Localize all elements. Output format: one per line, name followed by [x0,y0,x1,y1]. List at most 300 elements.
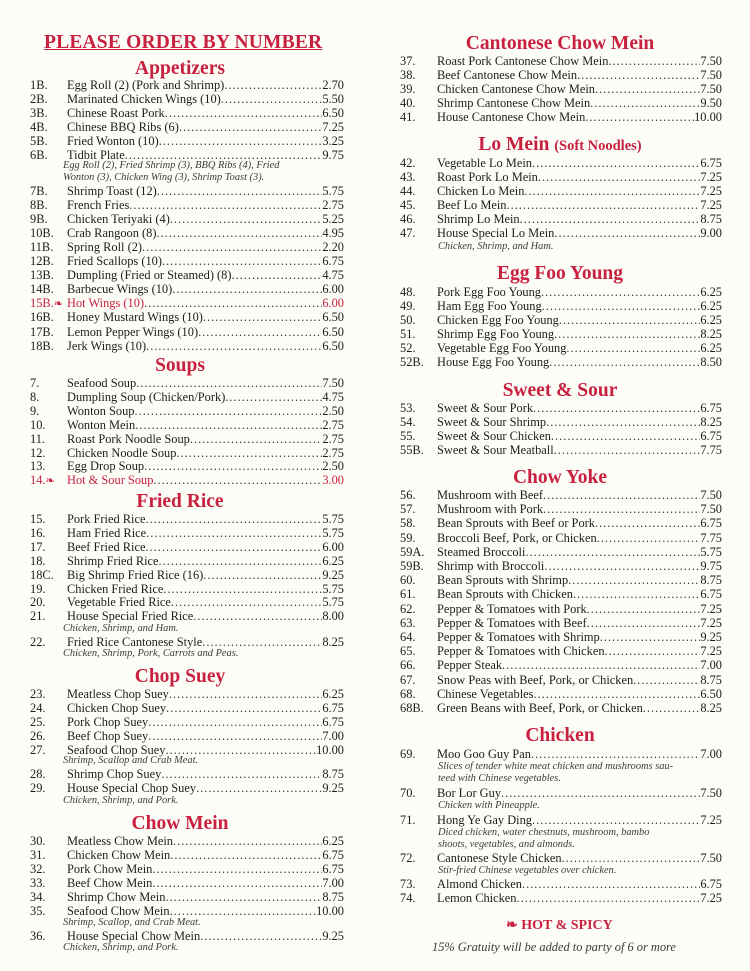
item-number: 17. [30,540,46,554]
dot-leader [144,459,322,473]
item-number: 53. [400,401,416,415]
chow-yoke-row [400,616,722,630]
chicken-row [400,786,722,800]
item-number: 18B. [30,339,54,353]
dot-leader [597,531,701,545]
sweet-sour-row [400,429,722,443]
item-number: 7B. [30,184,48,198]
item-number: 44. [400,184,416,198]
item-number: 13B. [30,268,54,282]
item-price: 2.50 [322,404,344,418]
item-number: 13. [30,459,46,473]
item-price: 7.50 [322,376,344,390]
fried-rice-row [30,595,344,609]
item-number: 60. [400,573,416,587]
item-number: 16. [30,526,46,540]
dot-leader [142,240,322,254]
item-price: 5.75 [700,545,722,559]
fried-rice-row [30,526,344,540]
soup-row [30,418,344,432]
chow-yoke-row [400,701,722,715]
item-price: 5.75 [322,595,344,609]
appetizer-row [30,184,344,198]
item-price: 6.75 [700,587,722,601]
cantonese-row [400,82,722,96]
chicken-row [400,851,722,865]
item-price: 7.50 [700,82,722,96]
dot-leader [538,170,700,184]
chow-yoke-row [400,559,722,573]
item-number: 63. [400,616,416,630]
item-price: 6.50 [322,325,344,339]
dot-leader [577,68,700,82]
dot-leader [533,401,700,415]
dot-leader [173,834,322,848]
item-price: 7.25 [700,198,722,212]
item-number: 23. [30,687,46,701]
item-name: Seafood Soup [67,376,137,390]
note-70: Chicken with Pineapple. [438,800,540,811]
item-number: 52. [400,341,416,355]
item-name: Sweet & Sour Pork [437,401,534,415]
section-heading-cantonese-chow-mein: Cantonese Chow Mein [465,33,655,54]
item-name: House Special Chow Mein [67,929,201,943]
item-name: Sweet & Sour Meatball [437,443,554,457]
item-price: 6.75 [700,516,722,530]
item-name: Shrimp Egg Foo Young [437,327,555,341]
lo-mein-row [400,226,722,240]
item-price: 6.25 [700,341,722,355]
dot-leader [156,226,322,240]
item-price: 7.50 [700,68,722,82]
appetizer-row [30,212,344,226]
chop-suey-row [30,767,344,781]
item-price: 6.00 [322,282,344,296]
item-name: Chinese Roast Pork [67,106,165,120]
item-number: 1B. [30,78,48,92]
item-number: 49. [400,299,416,313]
item-number: 10B. [30,226,54,240]
item-number: 22. [30,635,46,649]
section-heading-egg-foo-young: Egg Foo Young [496,263,624,284]
item-price: 9.25 [700,630,722,644]
chow-yoke-row [400,587,722,601]
item-price: 5.75 [322,582,344,596]
sweet-sour-row [400,415,722,429]
item-price: 2.75 [322,446,344,460]
dot-leader [157,184,323,198]
dot-leader [501,786,700,800]
dot-leader [532,813,700,827]
lo-mein-row [400,198,722,212]
item-name: Ham Egg Foo Young [437,299,542,313]
item-number: 8B. [30,198,48,212]
item-name: Meatless Chow Mein [67,834,173,848]
fried-rice-row [30,512,344,526]
item-name: Hot & Sour Soup [67,473,154,487]
item-name: Fried Rice Cantonese Style [67,635,203,649]
appetizer-row [30,339,344,353]
item-name: Bean Sprouts with Shrimp [437,573,569,587]
item-price: 6.75 [700,401,722,415]
item-price: 7.00 [322,876,344,890]
dot-leader [585,110,694,124]
dot-leader [136,376,322,390]
dot-leader [162,254,322,268]
dot-leader [590,96,700,110]
item-name: Pepper & Tomatoes with Beef [437,616,587,630]
chow-mein-row [30,834,344,848]
item-name: Hot Wings (10) [67,296,145,310]
item-number: 71. [400,813,416,827]
item-number: 4B. [30,120,48,134]
item-price: 7.25 [700,813,722,827]
dot-leader [551,429,700,443]
item-number: 5B. [30,134,48,148]
item-price: 6.75 [700,877,722,891]
item-price: 7.00 [700,747,722,761]
item-name: Egg Drop Soup [67,459,145,473]
item-name: House Special Lo Mein [437,226,555,240]
cantonese-row [400,96,722,110]
note-29: Chicken, Shrimp, and Pork. [63,795,179,806]
item-name: Green Beans with Beef, Pork, or Chicken [437,701,643,715]
dot-leader [202,635,322,649]
item-price: 6.25 [322,687,344,701]
item-number: 26. [30,729,46,743]
dot-leader [161,767,322,781]
dot-leader [172,282,322,296]
item-number: 41. [400,110,416,124]
item-price: 10.00 [316,904,344,918]
item-number: 46. [400,212,416,226]
item-name: Beef Chop Suey [67,729,149,743]
item-number: 34. [30,890,46,904]
item-name: Seafood Chop Suey [67,743,166,757]
item-name: Egg Roll (2) (Pork and Shrimp) [67,78,225,92]
dot-leader [587,616,701,630]
item-number: 58. [400,516,416,530]
item-number: 14.❧ [30,473,55,487]
item-number: 40. [400,96,416,110]
item-name: French Fries [67,198,130,212]
dot-leader [600,630,701,644]
item-name: House Cantonese Chow Mein [437,110,586,124]
soup-row [30,404,344,418]
item-price: 2.75 [322,198,344,212]
dot-leader [203,310,322,324]
item-number: 62. [400,602,416,616]
item-price: 3.25 [322,134,344,148]
section-heading-sweet-sour: Sweet & Sour [502,380,618,401]
item-name: Seafood Chow Mein [67,904,170,918]
item-number: 65. [400,644,416,658]
soup-row [30,446,344,460]
item-number: 68. [400,687,416,701]
item-name: Pork Fried Rice [67,512,146,526]
dot-leader [193,609,322,623]
chow-mein-row [30,929,344,943]
legend-label: HOT & SPICY [521,918,613,933]
chop-suey-row [30,729,344,743]
item-number: 24. [30,701,46,715]
chow-mein-row [30,876,344,890]
item-name: Bor Lor Guy [437,786,502,800]
item-number: 57. [400,502,416,516]
item-number: 29. [30,781,46,795]
item-name: Ham Fried Rice [67,526,147,540]
item-name: Hong Ye Gay Ding [437,813,532,827]
item-number: 52B. [400,355,424,369]
item-number: 9B. [30,212,48,226]
item-number: 50. [400,313,416,327]
item-name: House Special Chop Suey [67,781,197,795]
item-number: 59. [400,531,416,545]
item-number: 25. [30,715,46,729]
item-name: Pepper & Tomatoes with Pork [437,602,587,616]
dot-leader [171,595,322,609]
item-price: 6.75 [322,254,344,268]
dot-leader [633,673,700,687]
item-price: 8.75 [322,767,344,781]
appetizer-row [30,282,344,296]
egg-foo-young-row [400,327,722,341]
item-number: 16B. [30,310,54,324]
chow-mein-row [30,862,344,876]
dot-leader [232,268,323,282]
item-number: 36. [30,929,46,943]
item-number: 10. [30,418,46,432]
item-price: 7.50 [700,786,722,800]
dot-leader [549,355,700,369]
item-price: 5.75 [322,512,344,526]
dot-leader [170,904,317,918]
dot-leader [507,198,701,212]
appetizer-row [30,325,344,339]
item-price: 6.25 [322,554,344,568]
cantonese-row [400,68,722,82]
item-number: 14B. [30,282,54,296]
item-name: Chicken Fried Rice [67,582,164,596]
item-price: 8.75 [700,673,722,687]
item-name: Mushroom with Pork [437,502,544,516]
item-name: Tidbit Plate [67,148,125,162]
item-name: Shrimp Chow Mein [67,890,166,904]
item-number: 11. [30,432,46,446]
item-name: Chicken Cantonese Chow Mein [437,82,595,96]
item-price: 7.25 [700,602,722,616]
dot-leader [203,568,322,582]
dot-leader [573,587,700,601]
chow-yoke-row [400,687,722,701]
dot-leader [179,120,322,134]
item-price: 7.25 [700,891,722,905]
item-name: Crab Rangoon (8) [67,226,157,240]
item-price: 6.25 [700,299,722,313]
item-name: Chinese Vegetables [437,687,534,701]
item-price: 9.25 [322,929,344,943]
dot-leader [225,390,322,404]
item-number: 69. [400,747,416,761]
item-price: 7.25 [322,120,344,134]
egg-foo-young-row [400,299,722,313]
item-number: 56. [400,488,416,502]
item-price: 6.50 [700,687,722,701]
soup-row [30,376,344,390]
chicken-row [400,877,722,891]
dot-leader [562,851,701,865]
appetizer-row [30,92,344,106]
dot-leader [543,488,700,502]
section-heading-chicken: Chicken [525,725,595,746]
dot-leader [198,325,322,339]
item-name: Spring Roll (2) [67,240,143,254]
item-price: 7.75 [700,443,722,457]
dot-leader [559,313,700,327]
item-price: 7.50 [700,54,722,68]
item-price: 4.75 [322,268,344,282]
item-name: Dumpling (Fried or Steamed) (8) [67,268,232,282]
item-name: Pork Chop Suey [67,715,149,729]
item-price: 2.70 [322,78,344,92]
item-number: 72. [400,851,416,865]
dot-leader [546,415,700,429]
item-price: 9.25 [322,568,344,582]
item-number: 55B. [400,443,424,457]
item-number: 37. [400,54,416,68]
item-name: Cantonese Style Chicken [437,851,562,865]
dot-leader [566,341,700,355]
dot-leader [568,573,700,587]
dot-leader [608,54,700,68]
item-number: 73. [400,877,416,891]
item-price: 4.75 [322,390,344,404]
dot-leader [153,473,322,487]
item-number: 28. [30,767,46,781]
sweet-sour-row [400,443,722,457]
item-price: 9.50 [700,96,722,110]
item-name: Pepper & Tomatoes with Shrimp [437,630,600,644]
dot-leader [176,446,322,460]
item-number: 42. [400,156,416,170]
egg-foo-young-row [400,285,722,299]
item-number: 48. [400,285,416,299]
dot-leader [146,526,322,540]
chow-yoke-row [400,602,722,616]
item-name: Chicken Egg Foo Young [437,313,559,327]
item-name: House Special Fried Rice [67,609,194,623]
dot-leader [520,212,701,226]
item-price: 6.25 [700,285,722,299]
item-price: 6.50 [322,339,344,353]
section-heading-chop-suey: Chop Suey [134,666,226,687]
lo-mein-title: Lo Mein [478,134,550,155]
egg-foo-young-row [400,355,722,369]
tidbit-note-line2: Wonton (3), Chicken Wing (3), Shrimp Toast (3). [63,172,265,183]
item-number: 9. [30,404,40,418]
section-heading-chow-mein: Chow Mein [131,813,229,834]
item-price: 6.50 [322,310,344,324]
dot-leader [144,296,322,310]
item-name: Lemon Chicken [437,891,517,905]
item-name: Moo Goo Guy Pan [437,747,531,761]
dot-leader [524,184,700,198]
item-number: 3B. [30,106,48,120]
dot-leader [135,404,323,418]
item-number: 21. [30,609,46,623]
dot-leader [166,701,322,715]
item-name: Pork Egg Foo Young [437,285,541,299]
dot-leader [159,554,323,568]
dot-leader [587,602,701,616]
item-number: 51. [400,327,416,341]
dot-leader [544,559,700,573]
item-price: 7.25 [700,170,722,184]
hot-spicy-legend [506,917,613,934]
chow-mein-row [30,848,344,862]
item-number: 11B. [30,240,54,254]
item-number: 32. [30,862,46,876]
item-price: 9.00 [700,226,722,240]
chow-yoke-row [400,502,722,516]
chop-suey-row [30,715,344,729]
item-price: 8.25 [700,327,722,341]
item-number: 59A. [400,545,425,559]
dot-leader [148,715,322,729]
dot-leader [595,82,700,96]
item-number: 12. [30,446,46,460]
dot-leader [541,285,700,299]
item-name: Chicken Noodle Soup [67,446,177,460]
appetizer-row [30,268,344,282]
dot-leader [595,516,700,530]
dot-leader [200,929,322,943]
item-name: Wonton Mein [67,418,136,432]
egg-foo-young-row [400,341,722,355]
item-name: Pork Chow Mein [67,862,153,876]
item-number: 31. [30,848,46,862]
item-name: Beef Chow Mein [67,876,153,890]
dot-leader [165,106,323,120]
note-47: Chicken, Shrimp, and Ham. [438,241,554,252]
item-number: 64. [400,630,416,644]
dot-leader [170,848,322,862]
item-name: Sweet & Sour Shrimp [437,415,547,429]
dot-leader [221,92,323,106]
dot-leader [148,729,322,743]
chow-yoke-row [400,573,722,587]
dot-leader [643,701,701,715]
item-number: 30. [30,834,46,848]
fried-rice-row [30,568,344,582]
item-price: 10.00 [694,110,722,124]
item-number: 39. [400,82,416,96]
item-number: 8. [30,390,40,404]
item-name: Jerk Wings (10) [67,339,147,353]
note-35: Shrimp, Scallop, and Crab Meat. [63,917,201,928]
sweet-sour-row [400,401,722,415]
dot-leader [165,890,322,904]
dot-leader [152,862,322,876]
fried-rice-row [30,609,344,623]
item-number: 38. [400,68,416,82]
dot-leader [170,212,322,226]
item-price: 2.50 [322,459,344,473]
item-number: 15. [30,512,46,526]
item-name: Vegetable Lo Mein [437,156,532,170]
item-number: 61. [400,587,416,601]
item-price: 7.50 [700,851,722,865]
